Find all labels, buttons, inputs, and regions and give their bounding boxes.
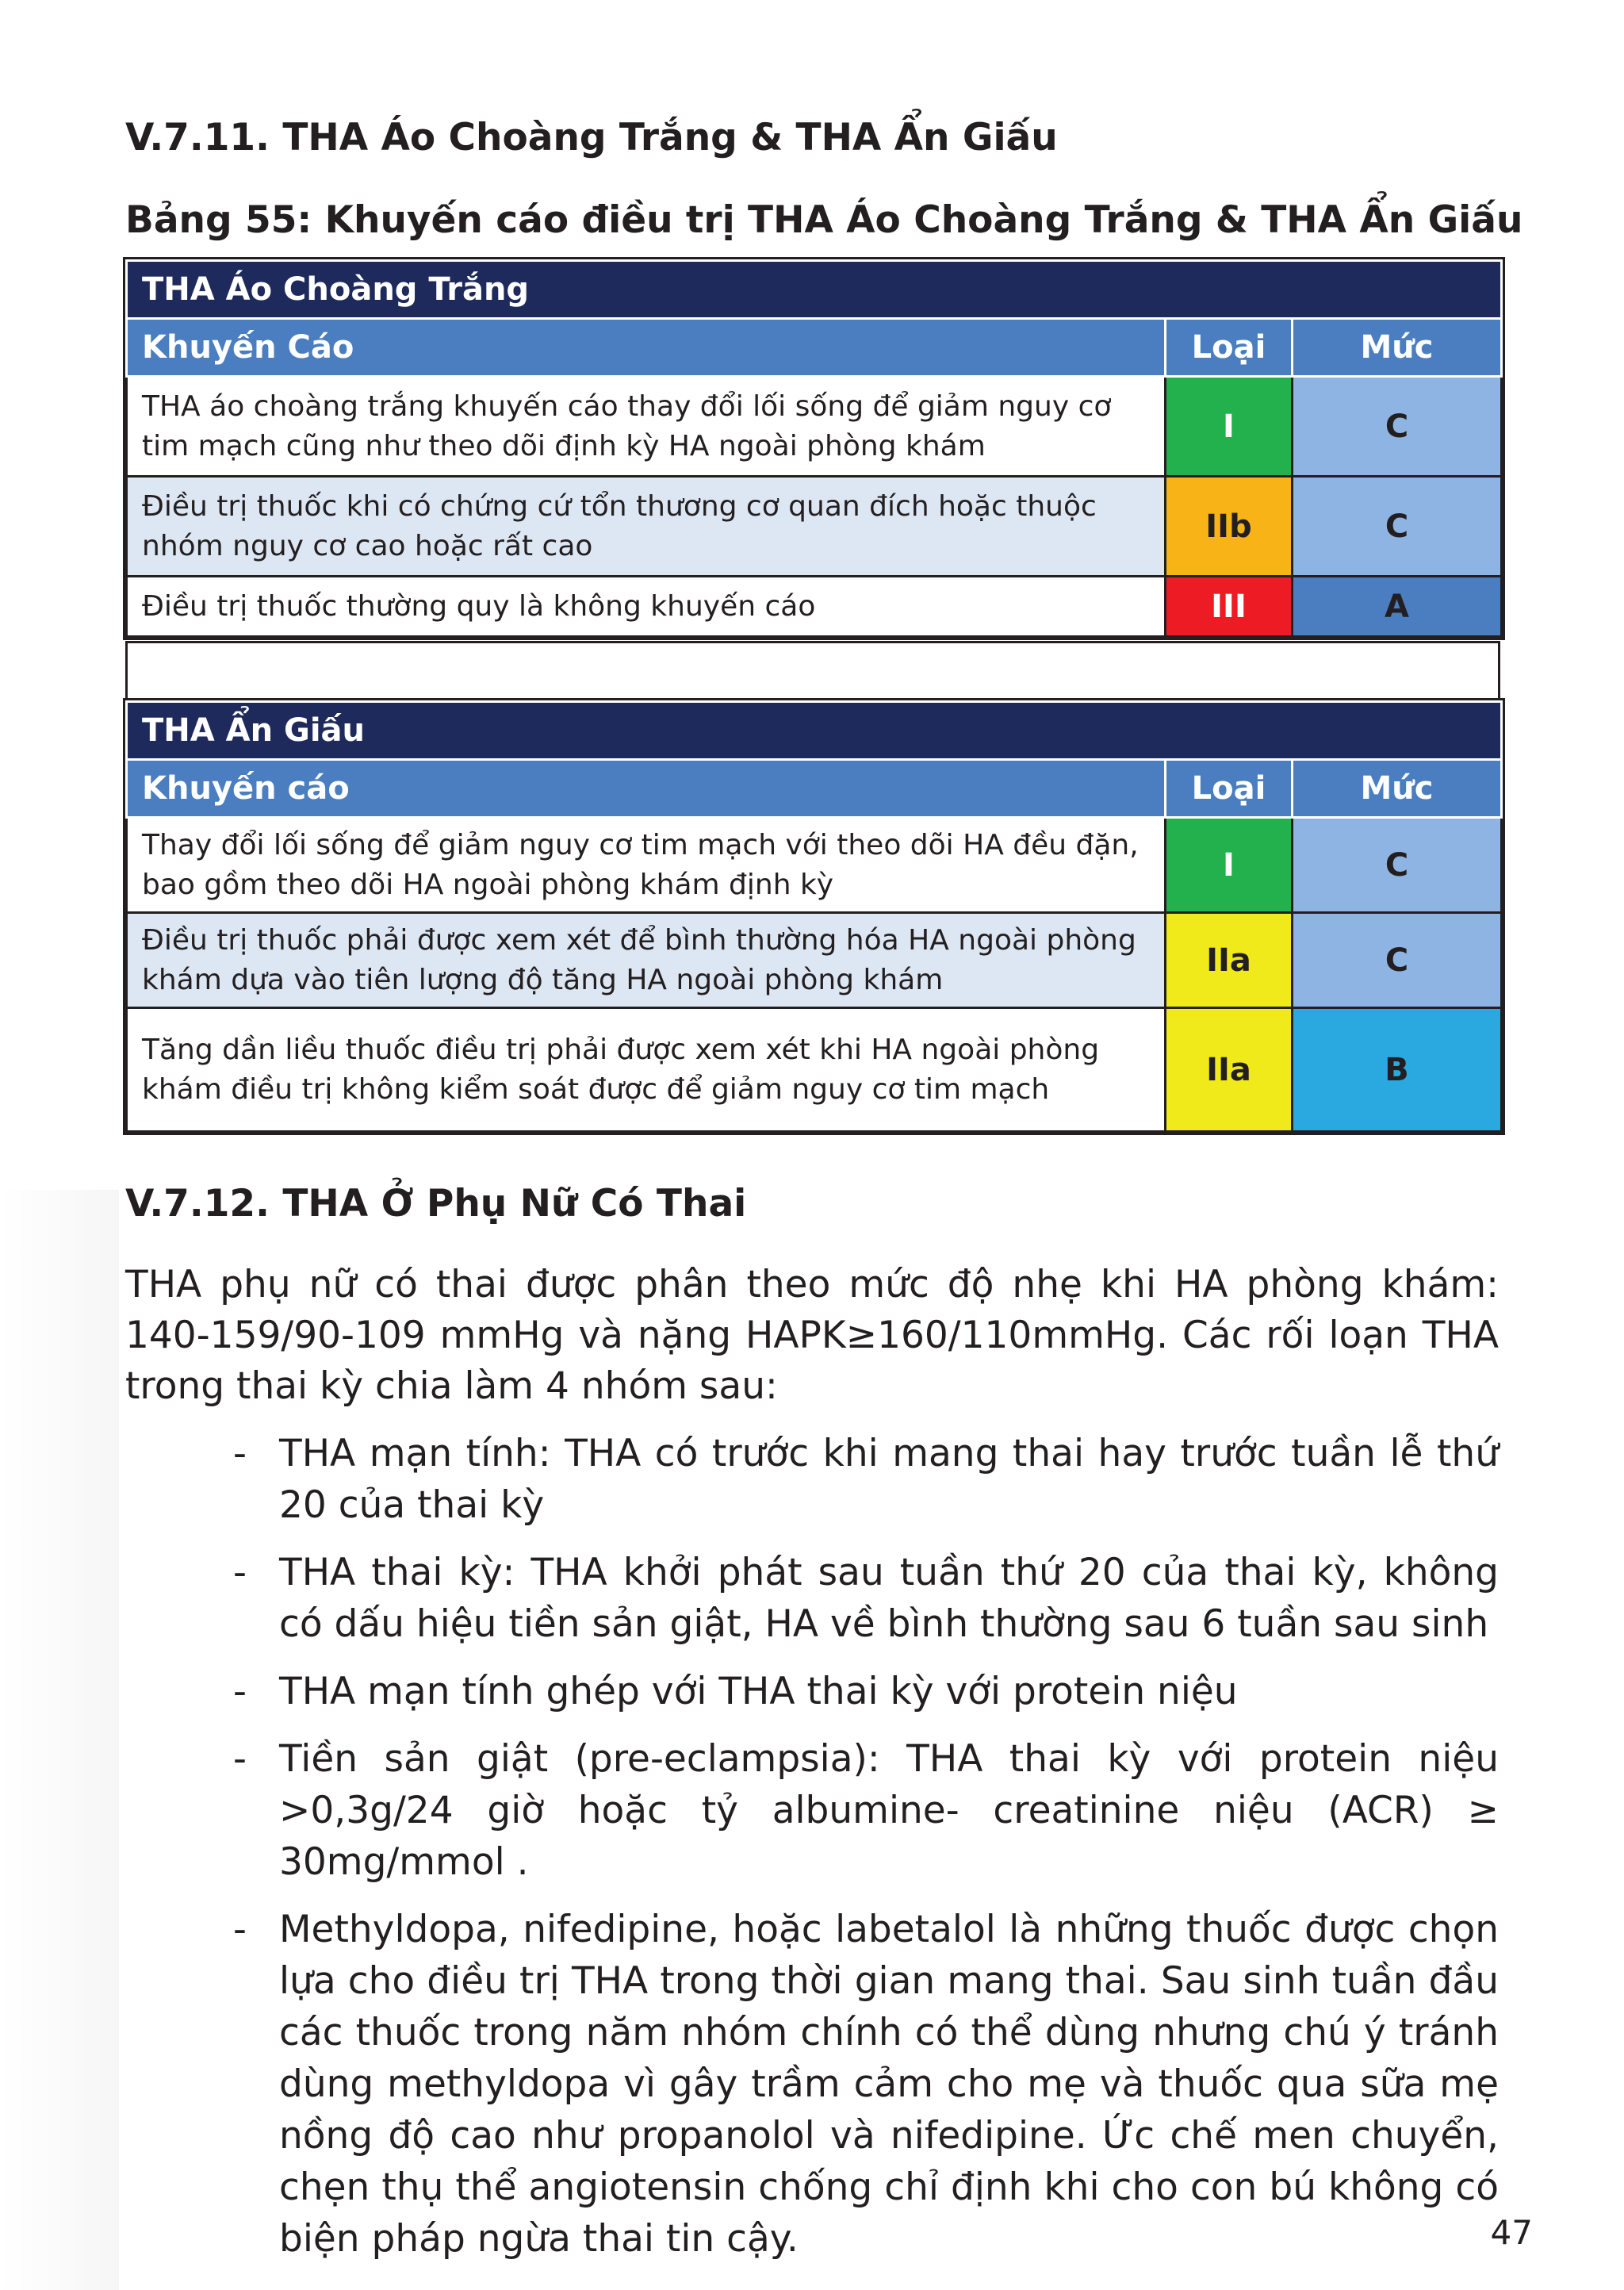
table-group-title: THA Áo Choàng Trắng — [127, 261, 1502, 319]
list-item — [125, 1666, 1499, 1717]
table-cell-recommendation: Điều trị thuốc phải được xem xét để bình thường hóa HA ngoài phòng khám dựa vào tiên lượng độ tăng HA ngoài phòng khám — [127, 913, 1166, 1008]
page-number: 47 — [1490, 2213, 1533, 2252]
table-cell-class: I — [1166, 818, 1293, 913]
section-heading-white-coat: V.7.11. THA Áo Choàng Trắng & THA Ẩn Giấu — [125, 116, 1058, 159]
table-cell-recommendation: Điều trị thuốc thường quy là không khuyến cáo — [127, 577, 1166, 637]
list-item — [125, 1547, 1499, 1650]
list-item — [125, 1428, 1499, 1531]
table-cell-level: A — [1293, 577, 1502, 637]
table-cell-level: B — [1293, 1008, 1502, 1132]
intro-paragraph: THA phụ nữ có thai được phân theo mức độ nhẹ khi HA phòng khám: 140-159/90-109 mmHg và nặng HAPK≥160/110mmHg. Các rối loạn THA trong thai kỳ chia làm 4 nhóm sau: — [125, 1263, 1499, 1408]
list-item-text: Methyldopa, nifedipine, hoặc labetalol là những thuốc được chọn lựa cho điều trị THA trong thời gian mang thai. Sau sinh tuần đầu các thuốc trong năm nhóm chính có thể dùng nhưng chú ý tránh dùng methyldopa vì gây trầm cảm cho mẹ và thuốc qua sữa mẹ nồng độ cao như propanolol và nifedipine. Ức chế men chuyển, chẹn thụ thể angiotensin chống chỉ định khi cho con bú không có biện pháp ngừa thai tin cậy. — [279, 1908, 1499, 2261]
bullet-dash: - — [233, 1551, 247, 1594]
table-cell-class: IIa — [1166, 1008, 1293, 1132]
table-cell-class: IIa — [1166, 913, 1293, 1008]
column-header-class: Loại — [1166, 319, 1293, 377]
table-cell-recommendation: Thay đổi lối sống để giảm nguy cơ tim mạch với theo dõi HA đều đặn, bao gồm theo dõi HA ngoài phòng khám định kỳ — [127, 818, 1166, 913]
column-header-class: Loại — [1166, 760, 1293, 818]
bullet-dash: - — [233, 1432, 247, 1475]
list-item — [125, 1904, 1499, 2265]
list-item-text: THA thai kỳ: THA khởi phát sau tuần thứ 20 của thai kỳ, không có dấu hiệu tiền sản giật, HA về bình thường sau 6 tuần sau sinh — [279, 1551, 1499, 1646]
list-item-text: Tiền sản giật (pre-eclampsia): THA thai kỳ với protein niệu >0,3g/24 giờ hoặc tỷ albumine- creatinine niệu (ACR) ≥ 30mg/mmol . — [279, 1737, 1499, 1884]
bullet-dash: - — [233, 1670, 247, 1713]
table-caption: Bảng 55: Khuyến cáo điều trị THA Áo Choàng Trắng & THA Ẩn Giấu — [125, 198, 1523, 242]
table-cell-recommendation: THA áo choàng trắng khuyến cáo thay đổi lối sống để giảm nguy cơ tim mạch cũng như theo dõi định kỳ HA ngoài phòng khám — [127, 377, 1166, 477]
table-cell-recommendation: Tăng dần liều thuốc điều trị phải được xem xét khi HA ngoài phòng khám điều trị không kiểm soát được để giảm nguy cơ tim mạch — [127, 1008, 1166, 1132]
column-header-recommendation: Khuyến cáo — [127, 760, 1166, 818]
table-cell-level: C — [1293, 913, 1502, 1008]
column-header-level: Mức — [1293, 319, 1502, 377]
table-group-title: THA Ẩn Giấu — [127, 702, 1502, 760]
table-cell-level: C — [1293, 477, 1502, 577]
table-cell-recommendation: Điều trị thuốc khi có chứng cứ tổn thương cơ quan đích hoặc thuộc nhóm nguy cơ cao hoặc rất cao — [127, 477, 1166, 577]
list-item-text: THA mạn tính: THA có trước khi mang thai hay trước tuần lễ thứ 20 của thai kỳ — [279, 1432, 1499, 1527]
bullet-list — [125, 1428, 1499, 2280]
table-cell-class: I — [1166, 377, 1293, 477]
table-spacer-row — [125, 641, 1500, 703]
table-cell-level: C — [1293, 818, 1502, 913]
list-item-text: THA mạn tính ghép với THA thai kỳ với protein niệu — [279, 1670, 1238, 1713]
table-cell-class: III — [1166, 577, 1293, 637]
white-coat-table — [125, 259, 1503, 638]
table-cell-class: IIb — [1166, 477, 1293, 577]
list-item — [125, 1733, 1499, 1888]
masked-hypertension-table — [125, 700, 1503, 1133]
bullet-dash: - — [233, 1908, 247, 1951]
column-header-recommendation: Khuyến Cáo — [127, 319, 1166, 377]
bullet-dash: - — [233, 1737, 247, 1781]
margin-shade — [0, 1190, 119, 2290]
table-cell-level: C — [1293, 377, 1502, 477]
section-heading-pregnancy: V.7.12. THA Ở Phụ Nữ Có Thai — [125, 1182, 747, 1226]
column-header-level: Mức — [1293, 760, 1502, 818]
